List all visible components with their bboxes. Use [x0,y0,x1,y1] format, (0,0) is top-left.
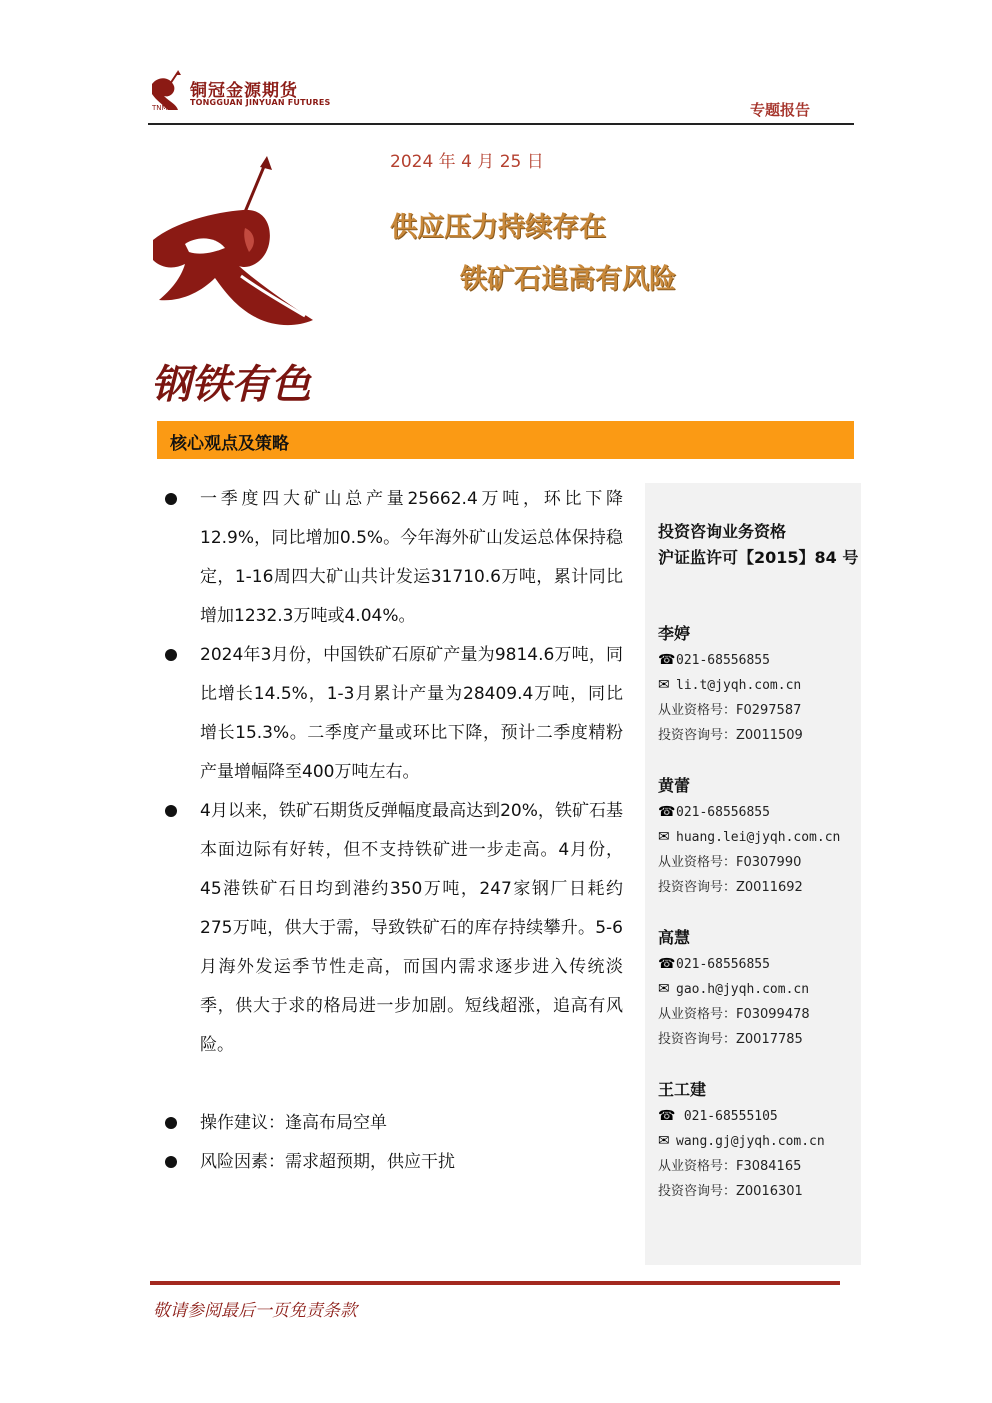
bullet-text: 2024年3月份，中国铁矿石原矿产量为9814.6万吨，同比增长14.5%，1-3月累计产量为28409.4万吨，同比增长15.3%。二季度产量或环比下降，预计二季度精粉产量增幅降至400万吨左右。 [200,645,623,782]
qualification-license: 沪证监许可【2015】84 号 [658,548,859,567]
analyst-name: 王工建 [658,1080,707,1099]
list-item [163,636,623,792]
bullet-dot-icon [165,1117,177,1129]
envelope-icon: ✉ [658,981,670,997]
phone-icon: ☎ [658,652,676,668]
bullet-dot-icon [165,493,177,505]
analyst-phone: 021-68556855 [676,805,770,820]
envelope-icon: ✉ [658,829,670,845]
disclaimer-note: 敬请参阅最后一页免责条款 [153,1301,357,1321]
list-item [163,1104,387,1143]
steel-nonferrous-art-icon [145,152,325,407]
header-divider [148,123,854,125]
footer-divider [150,1281,840,1285]
phone-icon: ☎ [658,956,676,972]
analyst-phone: 021-68556855 [676,653,770,668]
analyst-email[interactable]: wang.gj@jyqh.com.cn [676,1134,825,1149]
analyst-advisory-number: 投资咨询号：Z0016301 [658,1184,803,1199]
analyst-name: 李婷 [658,624,691,643]
bullet-dot-icon [165,649,177,661]
analyst-advisory-number: 投资咨询号：Z0011692 [658,880,803,895]
analyst-email[interactable]: li.t@jyqh.com.cn [676,678,802,693]
bullet-dot-icon [165,1156,177,1168]
analyst-advisory-number: 投资咨询号：Z0011509 [658,728,803,743]
analyst-license: 从业资格号：F0297587 [658,703,802,718]
list-item [163,480,623,636]
company-abbr: TNMC [152,104,173,112]
analyst-card [658,1076,858,1204]
report-type-label: 专题报告 [750,101,811,119]
report-title-line2: 铁矿石追高有风险 [460,264,676,295]
analyst-phone: 021-68555105 [676,1109,778,1124]
bullet-text: 4月以来，铁矿石期货反弹幅度最高达到20%，铁矿石基本面边际有好转，但不支持铁矿进一步走高。4月份，45港铁矿石日均到港约350万吨，247家钢厂日耗约275万吨，供大于需，导致铁矿石的库存持续攀升。5-6月海外发运季节性走高，而国内需求逐步进入传统淡季，供大于求的格局进一步加剧。短线超涨，追高有风险。 [200,801,623,1055]
phone-icon: ☎ [658,1108,676,1124]
list-item [163,1143,455,1182]
analyst-card [658,772,858,900]
qualification-title: 投资咨询业务资格 [658,522,787,541]
analyst-card [658,924,858,1052]
analyst-card [658,620,858,748]
report-title-line1: 供应压力持续存在 [390,212,606,243]
analyst-email[interactable]: huang.lei@jyqh.com.cn [676,830,841,845]
operation-suggestion: 操作建议：逢高布局空单 [200,1113,387,1133]
company-name-cn: 铜冠金源期货 [190,81,298,101]
analyst-advisory-number: 投资咨询号：Z0017785 [658,1032,803,1047]
analyst-license: 从业资格号：F03099478 [658,1007,810,1022]
analyst-name: 黄蕾 [658,776,691,795]
envelope-icon: ✉ [658,677,670,693]
company-name-en: TONGGUAN JINYUAN FUTURES [190,98,331,107]
analyst-license: 从业资格号：F3084165 [658,1159,802,1174]
analyst-phone: 021-68556855 [676,957,770,972]
bullet-text: 一季度四大矿山总产量25662.4万吨，环比下降12.9%，同比增加0.5%。今年海外矿山发运总体保持稳定，1-16周四大矿山共计发运31710.6万吨，累计同比增加1232.3万吨或4.04%。 [200,489,623,626]
report-date: 2024 年 4 月 25 日 [390,152,544,172]
section-title: 核心观点及策略 [170,434,289,454]
envelope-icon: ✉ [658,1133,670,1149]
analyst-license: 从业资格号：F0307990 [658,855,802,870]
analyst-email[interactable]: gao.h@jyqh.com.cn [676,982,810,997]
list-item [163,792,623,1065]
risk-factors: 风险因素：需求超预期，供应干扰 [200,1152,455,1172]
cover-art-text: 钢铁有色 [151,361,311,407]
phone-icon: ☎ [658,804,676,820]
bullet-dot-icon [165,805,177,817]
analyst-name: 高慧 [658,928,691,947]
